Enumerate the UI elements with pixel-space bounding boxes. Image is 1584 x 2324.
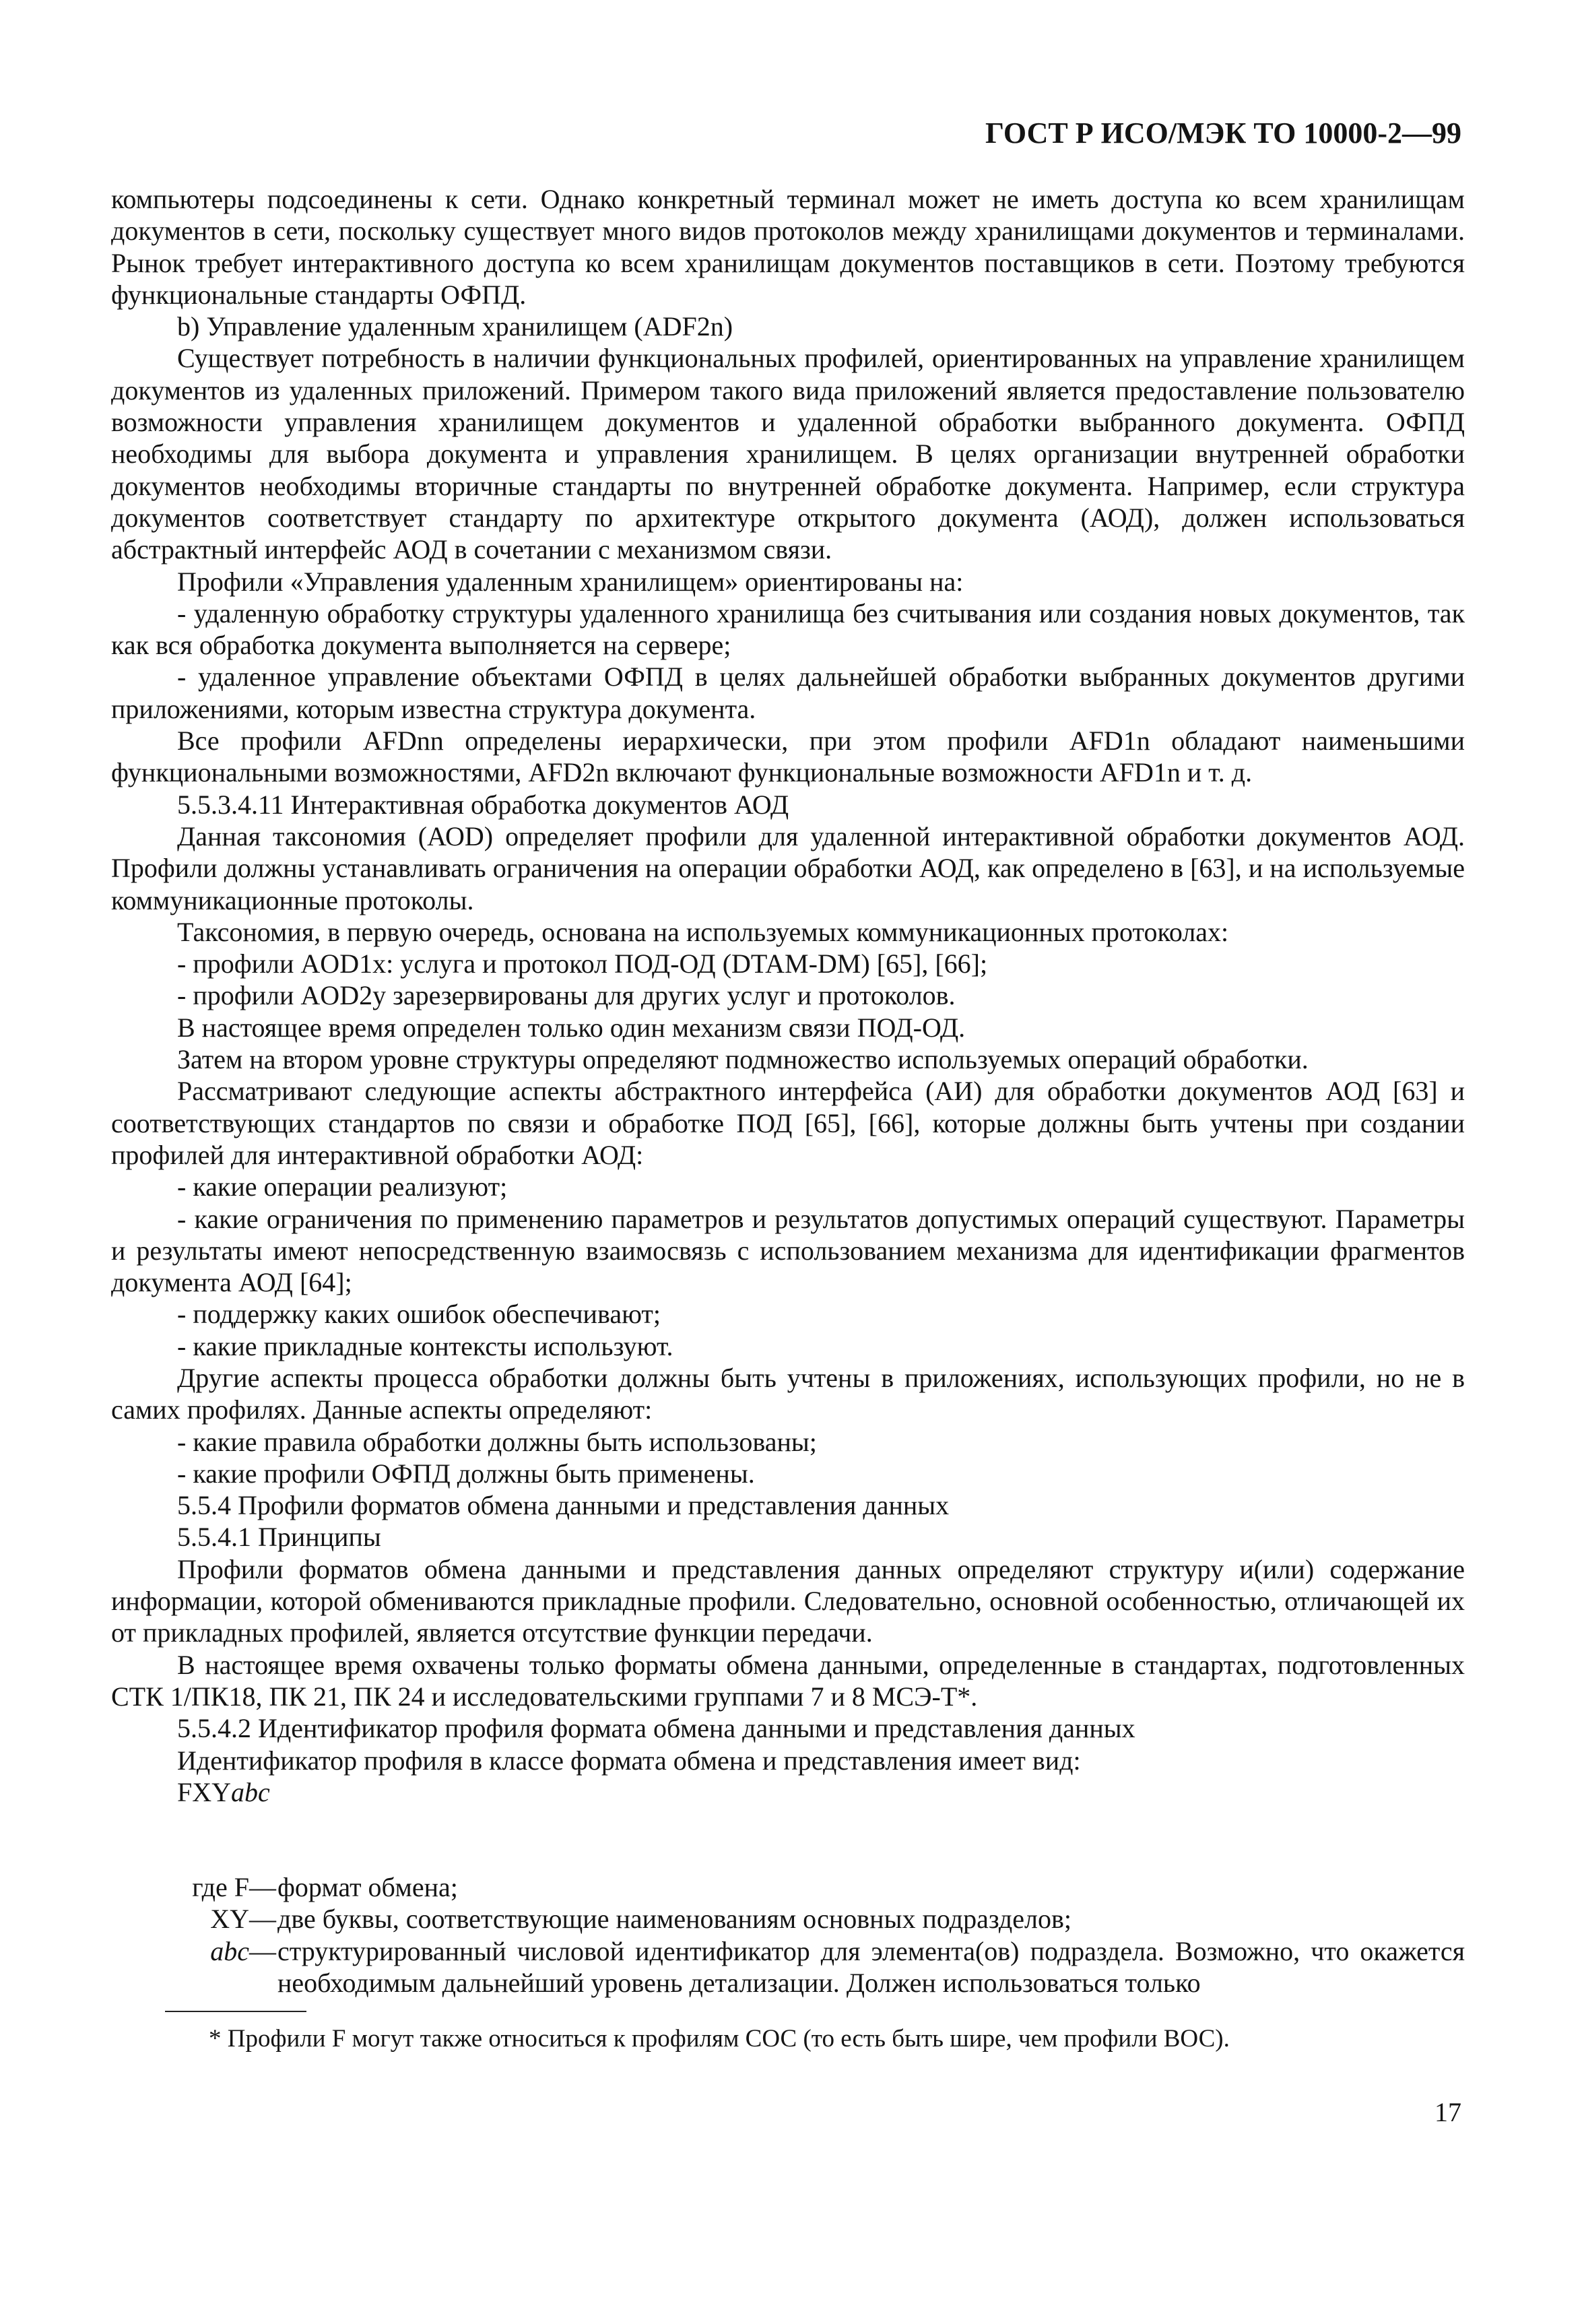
footnote-separator xyxy=(165,2011,306,2012)
paragraph: Профили форматов обмена данными и представления данных определяют структуру и(или) содержание информации, которой обмениваются прикладные профили. Следовательно, основной особенностью, отличающей их от прикладных профилей, является отсутствие функции передачи. xyxy=(111,1553,1465,1648)
paragraph: - какие профили ОФПД должны быть применены. xyxy=(177,1458,755,1489)
paragraph: Таксономия, в первую очередь, основана на используемых коммуникационных протоколах: xyxy=(177,916,1229,947)
paragraph: - поддержку каких ошибок обеспечивают; xyxy=(177,1299,661,1330)
definitions-list xyxy=(111,1871,1465,1999)
paragraph: Рассматривают следующие аспекты абстрактного интерфейса (АИ) для обработки документов АОД [63] и соответствующих стандартов по связи и обработке ПОД [65], [66], которые должны быть учтены при создании профилей для интерактивной обработки АОД: xyxy=(111,1076,1465,1170)
definition-dash: — xyxy=(249,1935,276,1966)
paragraph: Другие аспекты процесса обработки должны быть учтены в приложениях, использующих профили, но не в самих профилях. Данные аспекты определяют: xyxy=(111,1362,1465,1425)
definition-dash: — xyxy=(249,1872,276,1902)
document-body xyxy=(111,183,1465,1808)
definition-term xyxy=(111,1935,249,1967)
definition-row xyxy=(111,1903,1465,1935)
definition-term xyxy=(111,1903,249,1935)
paragraph: В настоящее время определен только один механизм связи ПОД-ОД. xyxy=(177,1012,966,1043)
paragraph: Затем на втором уровне структуры определяют подмножество используемых операций обработки. xyxy=(177,1044,1309,1075)
paragraph: Данная таксономия (АОD) определяет профили для удаленной интерактивной обработки документов АОД. Профили должны устанавливать ограничения на операции обработки АОД, как определено в [63], и на используемые коммуникационные протоколы. xyxy=(111,820,1465,915)
paragraph: - какие прикладные контексты используют. xyxy=(177,1330,673,1361)
paragraph: - удаленную обработку структуры удаленного хранилища без считывания или создания новых документов, так как вся обработка документа выполняется на сервере; xyxy=(111,598,1465,661)
paragraph: - профили AOD2y зарезервированы для других услуг и протоколов. xyxy=(177,980,956,1011)
paragraph: - какие операции реализуют; xyxy=(177,1171,508,1202)
formula-upright: FXY xyxy=(177,1776,232,1807)
definition-text: две буквы, соответствующие наименованиям основных подразделов; xyxy=(277,1904,1071,1935)
definition-text: формат обмена; xyxy=(277,1872,458,1902)
paragraph: компьютеры подсоединены к сети. Однако конкретный терминал может не иметь доступа ко всем хранилищам документов в сети, поскольку существует много видов протоколов между хранилищами документов и терминалами. Рынок требует интерактивного доступа ко всем хранилищам документов поставщиков в сети. Поэтому требуются функциональные стандарты ОФПД. xyxy=(111,184,1465,310)
definition-prefix: где xyxy=(192,1872,234,1902)
paragraph: В настоящее время охвачены только форматы обмена данными, определенные в стандартах, подготовленных СТК 1/ПК18, ПК 21, ПК 24 и исследовательскими группами 7 и 8 МСЭ-Т*. xyxy=(111,1649,1465,1712)
paragraph: - удаленное управление объектами ОФПД в целях дальнейшей обработки выбранных документов другими приложениями, которым известна структура документа. xyxy=(111,661,1465,724)
definition-text: структурированный числовой идентификатор для элемента(ов) подраздела. Возможно, что окажется необходимым дальнейший уровень детализации. Должен использоваться только xyxy=(277,1935,1465,1998)
paragraph: 5.5.4.2 Идентификатор профиля формата обмена данными и представления данных xyxy=(177,1713,1135,1744)
document-header: ГОСТ Р ИСО/МЭК ТО 10000-2—99 xyxy=(985,117,1461,150)
definition-term xyxy=(111,1871,249,1903)
paragraph: Профили «Управления удаленным хранилищем» ориентированы на: xyxy=(177,566,964,597)
paragraph: Существует потребность в наличии функциональных профилей, ориентированных на управление хранилищем документов из удаленных приложений. Примером такого вида приложений является предоставление пользователю возможности управления хранилищем документов и удаленной обработки выбранного документа. ОФПД необходимы для выбора документа и управления хранилищем. В целях организации внутренней обработки документов необходимы вторичные стандарты по внутренней обработке документа. Например, если структура документов соответствует стандарту по архитектуре открытого документа (АОД), должен использоваться абстрактный интерфейс АОД в сочетании с механизмом связи. xyxy=(111,343,1465,565)
paragraph: 5.5.3.4.11 Интерактивная обработка документов АОД xyxy=(177,789,789,820)
paragraph: Идентификатор профиля в классе формата обмена и представления имеет вид: xyxy=(177,1745,1081,1776)
definition-symbol: F xyxy=(234,1872,249,1902)
paragraph: b) Управление удаленным хранилищем (ADF2n) xyxy=(177,311,733,342)
paragraph: 5.5.4 Профили форматов обмена данными и представления данных xyxy=(177,1490,950,1521)
paragraph: Все профили AFDnn определены иерархически, при этом профили AFD1n обладают наименьшими функциональными возможностями, AFD2n включают функциональные возможности AFD1n и т. д. xyxy=(111,725,1465,788)
formula-italic: abc xyxy=(231,1776,270,1807)
definition-symbol: XY xyxy=(210,1904,249,1935)
page-number: 17 xyxy=(1434,2097,1461,2127)
definition-row xyxy=(111,1935,1465,1999)
footnote: * Профили F могут также относиться к профилям СОС (то есть быть шире, чем профили ВОС). xyxy=(209,2025,1230,2053)
paragraph: - какие правила обработки должны быть использованы; xyxy=(177,1426,817,1457)
paragraph: - профили AOD1x: услуга и протокол ПОД-ОД (DTAM-DM) [65], [66]; xyxy=(177,948,988,979)
paragraph: 5.5.4.1 Принципы xyxy=(177,1522,381,1553)
definition-row xyxy=(111,1871,1465,1903)
profile-identifier-formula xyxy=(111,1776,1465,1808)
definition-dash: — xyxy=(249,1904,276,1935)
definition-symbol: abc xyxy=(210,1935,249,1966)
paragraph: - какие ограничения по применению параметров и результатов допустимых операций существуют. Параметры и результаты имеют непосредственную взаимосвязь с использованием механизма для идентификации фрагментов документа АОД [64]; xyxy=(111,1203,1465,1298)
